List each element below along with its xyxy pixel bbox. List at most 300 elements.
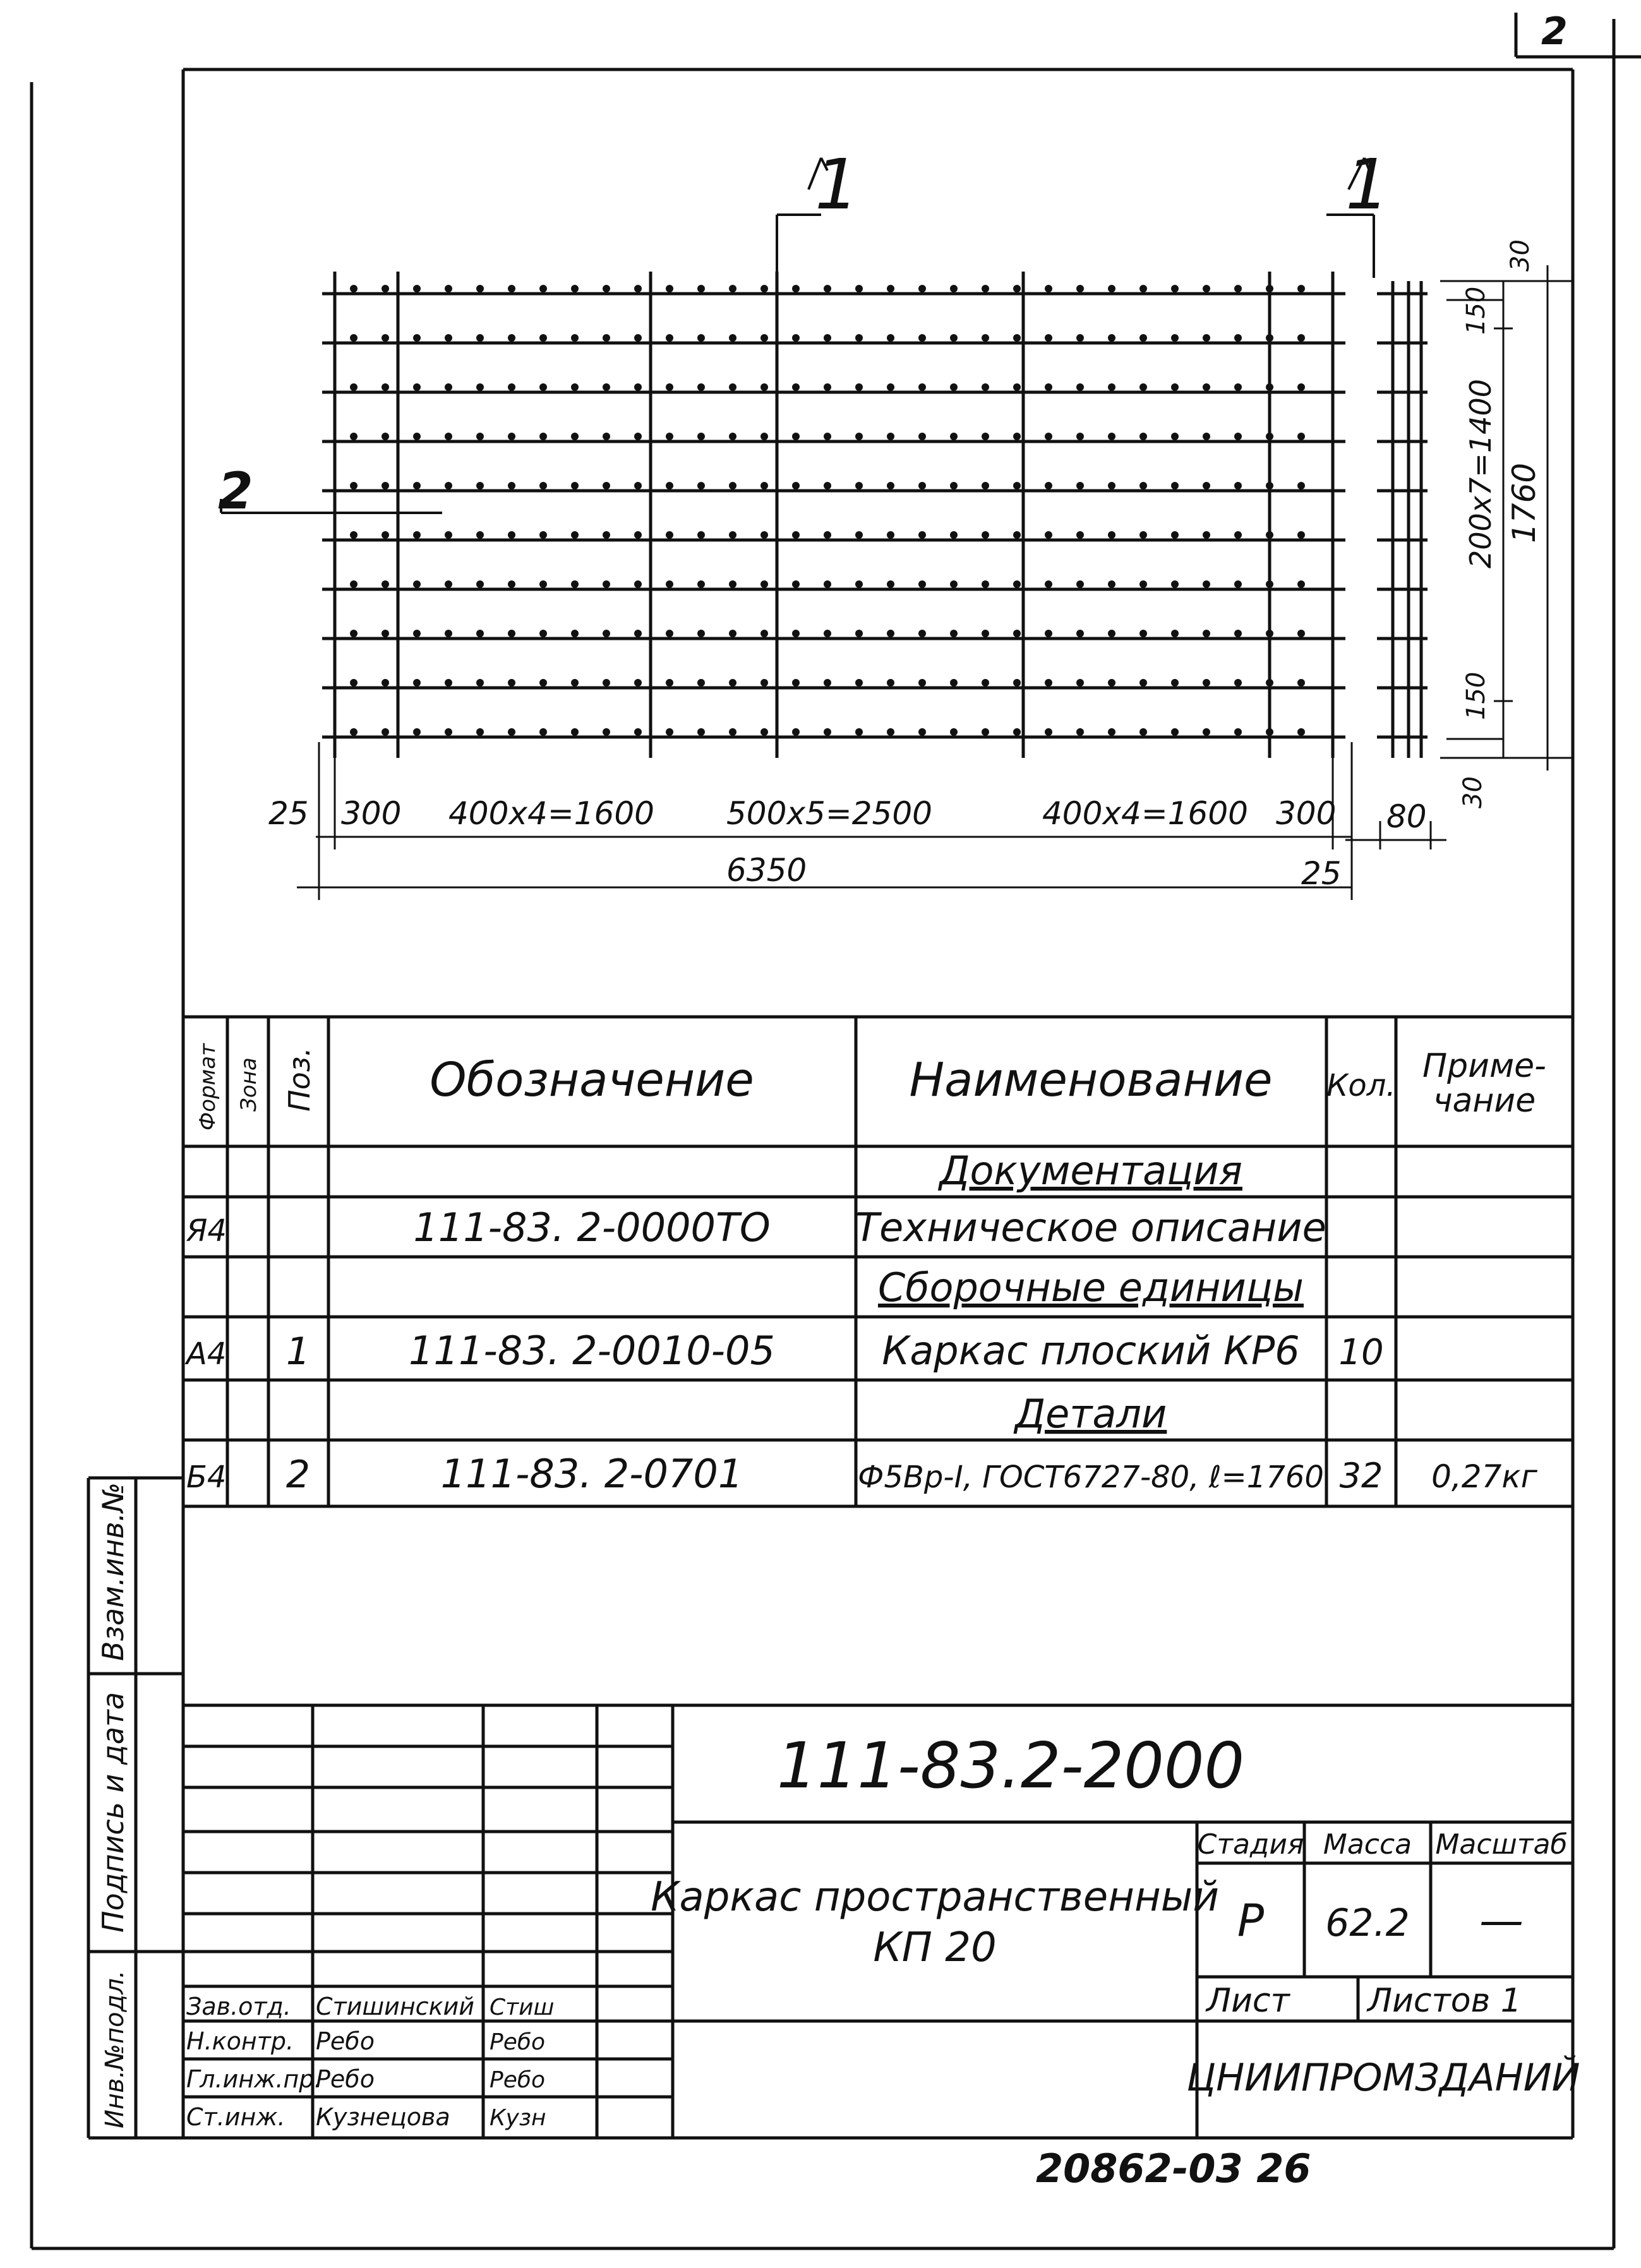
bar-node [634,531,642,539]
dim-30-top: 30 [1506,239,1535,272]
bar-node [603,679,610,687]
bar-node [729,383,736,391]
bar-node [603,728,610,736]
bar-node [1297,531,1305,539]
bar-node [855,383,863,391]
bar-node [824,531,831,539]
bar-node [539,630,547,637]
bar-node [1234,531,1242,539]
bar-node [1108,531,1115,539]
bar-node [1108,580,1115,588]
document-code: 111-83.2-2000 [776,1729,1245,1803]
row-2-format: Я4 [186,1213,227,1249]
bar-node [1076,728,1084,736]
bar-node [571,728,579,736]
bar-node [382,383,389,391]
bar-node [1297,334,1305,342]
bar-node [1139,383,1147,391]
bar-node [1266,285,1273,292]
bar-node [697,728,705,736]
bar-node [476,383,484,391]
bar-node [1266,433,1273,440]
bar-node [760,679,768,687]
doc-title-line2: КП 20 [873,1924,997,1971]
bar-node [476,531,484,539]
bar-node [1171,285,1179,292]
bar-node [666,728,673,736]
bar-node [887,728,894,736]
bar-node [982,383,989,391]
bar-node [982,334,989,342]
bar-node [350,580,358,588]
bar-node [1045,679,1052,687]
bar-node [760,728,768,736]
sig-role-2: Н.контр. [186,2027,294,2055]
sig-mark-4: Кузн [490,2105,546,2131]
bar-node [1203,482,1210,489]
header-note-2: чание [1433,1082,1536,1120]
bar-node [760,531,768,539]
header-note-1: Приме- [1422,1047,1546,1085]
bar-node [413,728,421,736]
doc-title-line1: Каркас пространственный [651,1874,1219,1921]
bar-node [760,383,768,391]
bar-node [1108,383,1115,391]
bar-node [697,531,705,539]
sheet-corner-number: 2 [1541,9,1568,54]
bar-node [382,728,389,736]
bar-node [539,580,547,588]
bar-node [539,285,547,292]
bar-node [1297,580,1305,588]
bar-node [729,482,736,489]
bar-node [571,580,579,588]
stage-value: Р [1237,1895,1265,1947]
dim-150-bottom: 150 [1462,671,1491,720]
bar-node [792,433,800,440]
bar-node [1234,679,1242,687]
dim-500x5: 500x5=2500 [726,795,932,832]
bar-node [1076,531,1084,539]
row-1-name: Документация [939,1148,1242,1194]
bar-node [539,531,547,539]
dim-200x7: 200x7=1400 [1464,379,1498,568]
bar-node [824,580,831,588]
bar-node [918,334,926,342]
row-4-pos: 1 [286,1329,311,1374]
bar-node [350,728,358,736]
bar-node [1203,383,1210,391]
sig-mark-2: Ребо [490,2029,546,2055]
bar-node [445,679,452,687]
bar-node [508,531,515,539]
bar-node [1013,630,1021,637]
bar-node [1108,728,1115,736]
bar-node [855,482,863,489]
bar-node [476,630,484,637]
bar-node [476,334,484,342]
bar-node [508,580,515,588]
bar-node [697,334,705,342]
bar-node [950,630,958,637]
bar-node [918,580,926,588]
bar-node [729,728,736,736]
bar-node [855,580,863,588]
bar-node [1076,482,1084,489]
bar-node [445,630,452,637]
bar-node [1139,285,1147,292]
bar-node [918,630,926,637]
bar-node [413,433,421,440]
bar-node [508,482,515,489]
row-6-note: 0,27кг [1431,1458,1537,1495]
bar-node [508,728,515,736]
bar-node [666,482,673,489]
bar-node [382,482,389,489]
bar-node [1266,679,1273,687]
bar-node [350,531,358,539]
bar-node [855,285,863,292]
dim-1760: 1760 [1506,462,1542,543]
bar-node [413,482,421,489]
bar-node [1171,334,1179,342]
bar-node [792,630,800,637]
bar-node [413,630,421,637]
bar-node [445,580,452,588]
sheet-label: Лист [1206,1982,1290,2020]
bar-node [1045,580,1052,588]
bar-node [571,383,579,391]
row-4-format: А4 [186,1336,227,1372]
bar-node [697,383,705,391]
bar-node [792,334,800,342]
bar-node [634,334,642,342]
bar-node [1171,482,1179,489]
bar-node [918,285,926,292]
bar-node [950,679,958,687]
bar-node [950,285,958,292]
dim-400x4-left: 400x4=1600 [448,795,654,832]
bar-node [634,433,642,440]
bar-node [697,433,705,440]
bar-node [760,433,768,440]
mass-value: 62.2 [1325,1901,1410,1945]
bar-node [1045,334,1052,342]
bar-node [1297,433,1305,440]
bar-node [1013,728,1021,736]
bar-node [666,334,673,342]
bar-node [982,580,989,588]
row-2-name: Техническое описание [855,1204,1326,1251]
bar-node [634,630,642,637]
bar-node [508,433,515,440]
section-mark-1b: 1 [1345,144,1390,225]
bar-node [918,383,926,391]
bar-node [571,679,579,687]
bar-node [350,482,358,489]
bar-node [603,433,610,440]
bar-node [760,334,768,342]
dim-30-bottom: 30 [1458,776,1488,808]
bar-node [350,285,358,292]
bar-node [350,679,358,687]
side-stamp-replace-inv: Взам.инв.№ [96,1482,130,1661]
bar-node [571,482,579,489]
bar-node [887,679,894,687]
bar-node [1203,728,1210,736]
bar-node [571,285,579,292]
bar-node [1108,630,1115,637]
bar-node [634,728,642,736]
bar-node [1108,482,1115,489]
bar-node [1045,531,1052,539]
bar-node [982,433,989,440]
row-4-name: Каркас плоский КР6 [882,1328,1300,1374]
bar-node [445,334,452,342]
bar-node [887,482,894,489]
bar-node [1234,334,1242,342]
section-mark-1a: 1 [815,144,859,225]
bar-node [824,383,831,391]
bar-node [792,728,800,736]
bar-node [1108,285,1115,292]
bar-node [760,630,768,637]
bar-node [1139,334,1147,342]
bar-node [1076,285,1084,292]
bar-node [413,285,421,292]
bar-node [413,679,421,687]
bar-node [1266,728,1273,736]
bar-node [382,531,389,539]
bar-node [1013,433,1021,440]
bar-node [729,433,736,440]
bar-node [1013,679,1021,687]
bar-node [729,334,736,342]
bar-node [918,433,926,440]
bar-node [634,383,642,391]
bar-node [634,285,642,292]
bar-node [1045,630,1052,637]
mass-label: Масса [1323,1828,1412,1861]
sheets-label: Листов 1 [1368,1982,1522,2020]
bar-node [950,482,958,489]
bar-node [855,679,863,687]
bar-node [666,630,673,637]
header-qty: Кол. [1326,1068,1396,1103]
bar-node [1045,285,1052,292]
bar-node [1234,728,1242,736]
bar-node [539,482,547,489]
bar-node [539,728,547,736]
bar-node [950,433,958,440]
bar-node [445,383,452,391]
row-6-designation: 111-83. 2-0701 [440,1451,743,1497]
dim-25-right: 25 [1301,855,1342,892]
bar-node [571,630,579,637]
bar-node [413,580,421,588]
bar-node [382,285,389,292]
bar-node [1234,580,1242,588]
bar-node [508,630,515,637]
bar-node [1234,285,1242,292]
bar-node [982,728,989,736]
row-3-name: Сборочные единицы [877,1264,1304,1311]
bar-node [697,630,705,637]
header-designation: Обозначение [430,1053,754,1107]
bar-node [697,285,705,292]
bar-node [792,482,800,489]
sig-name-3: Ребо [316,2065,375,2093]
bar-node [824,482,831,489]
bar-node [1076,679,1084,687]
dim-80: 80 [1386,798,1427,835]
bar-node [476,285,484,292]
bar-node [918,482,926,489]
bar-node [760,580,768,588]
bar-node [729,630,736,637]
row-2-designation: 111-83. 2-0000ТО [413,1204,771,1251]
bar-node [1013,531,1021,539]
bar-node [1013,334,1021,342]
bar-node [476,728,484,736]
bar-node [982,482,989,489]
bar-node [1266,482,1273,489]
sig-name-1: Стишинский [316,1993,474,2020]
bar-node [445,531,452,539]
bar-node [1297,285,1305,292]
bar-node [1203,433,1210,440]
row-4-qty: 10 [1338,1332,1384,1373]
sig-name-2: Ребо [316,2027,375,2055]
sig-role-3: Гл.инж.пр. [186,2065,322,2093]
bar-node [1171,433,1179,440]
bar-node [350,630,358,637]
bar-node [603,580,610,588]
bar-node [350,383,358,391]
row-6-qty: 32 [1339,1456,1383,1496]
bar-node [382,679,389,687]
dim-25-left: 25 [268,795,309,832]
bar-node [382,334,389,342]
sig-role-4: Ст.инж. [186,2103,286,2131]
bar-node [1045,383,1052,391]
scale-label: Масштаб [1435,1828,1568,1861]
bar-node [1234,383,1242,391]
bar-node [413,531,421,539]
bar-node [1013,285,1021,292]
scale-value: — [1479,1895,1524,1947]
bar-node [539,679,547,687]
bar-node [1297,630,1305,637]
side-mark-2: 2 [218,462,253,520]
bar-node [887,334,894,342]
side-stamp-sign-date: Подпись и дата [96,1691,130,1933]
bar-node [1297,728,1305,736]
bar-node [824,630,831,637]
bar-node [445,728,452,736]
bar-node [1108,679,1115,687]
bar-node [603,630,610,637]
bar-node [1203,285,1210,292]
section-line-1 [221,158,1374,758]
bar-node [382,580,389,588]
bar-node [824,433,831,440]
bar-node [1139,531,1147,539]
bar-node [1203,630,1210,637]
row-6-format: Б4 [186,1460,227,1495]
bar-node [1266,334,1273,342]
bar-node [539,433,547,440]
row-5-name: Детали [1014,1391,1167,1437]
bar-node [697,679,705,687]
bar-node [1013,383,1021,391]
bar-node [729,679,736,687]
bar-node [824,728,831,736]
bar-node [603,334,610,342]
bar-node [824,285,831,292]
dim-6350: 6350 [726,852,807,889]
bar-node [1076,630,1084,637]
bar-node [350,433,358,440]
bar-node [887,433,894,440]
bar-node [1171,531,1179,539]
organization-name: ЦНИИПРОМЗДАНИЙ [1186,2056,1580,2100]
bar-node [571,334,579,342]
bar-node [1297,482,1305,489]
stage-label: Стадия [1197,1828,1304,1861]
footer-archive-number: 20862-03 26 [1036,2145,1311,2192]
bar-node [982,531,989,539]
bar-node [382,433,389,440]
bar-node [634,482,642,489]
bar-node [950,334,958,342]
bar-node [445,285,452,292]
bar-node [1171,580,1179,588]
bar-node [1013,482,1021,489]
bar-node [982,285,989,292]
bar-node [982,679,989,687]
bar-node [603,531,610,539]
side-stamp-inv-orig: Инв.№подл. [100,1970,129,2128]
bar-node [1266,630,1273,637]
bar-node [413,383,421,391]
bar-node [1234,482,1242,489]
bar-node [792,285,800,292]
bar-node [413,334,421,342]
bar-node [445,482,452,489]
bar-node [1171,679,1179,687]
bar-node [887,580,894,588]
header-pos: Поз. [282,1047,316,1112]
row-6-name: Ф5Вр-I, ГОСТ6727-80, ℓ=1760 [858,1460,1324,1495]
bar-node [824,679,831,687]
bar-node [1076,580,1084,588]
bar-node [1045,433,1052,440]
bar-node [508,334,515,342]
bar-node [1203,580,1210,588]
bar-node [445,433,452,440]
bar-node [476,679,484,687]
sig-mark-1: Стиш [490,1995,555,2020]
bar-node [539,383,547,391]
dim-400x4-right: 400x4=1600 [1042,795,1248,832]
bar-node [855,531,863,539]
bar-node [760,482,768,489]
bar-node [508,285,515,292]
bar-node [729,285,736,292]
bar-node [603,383,610,391]
bar-node [1266,580,1273,588]
